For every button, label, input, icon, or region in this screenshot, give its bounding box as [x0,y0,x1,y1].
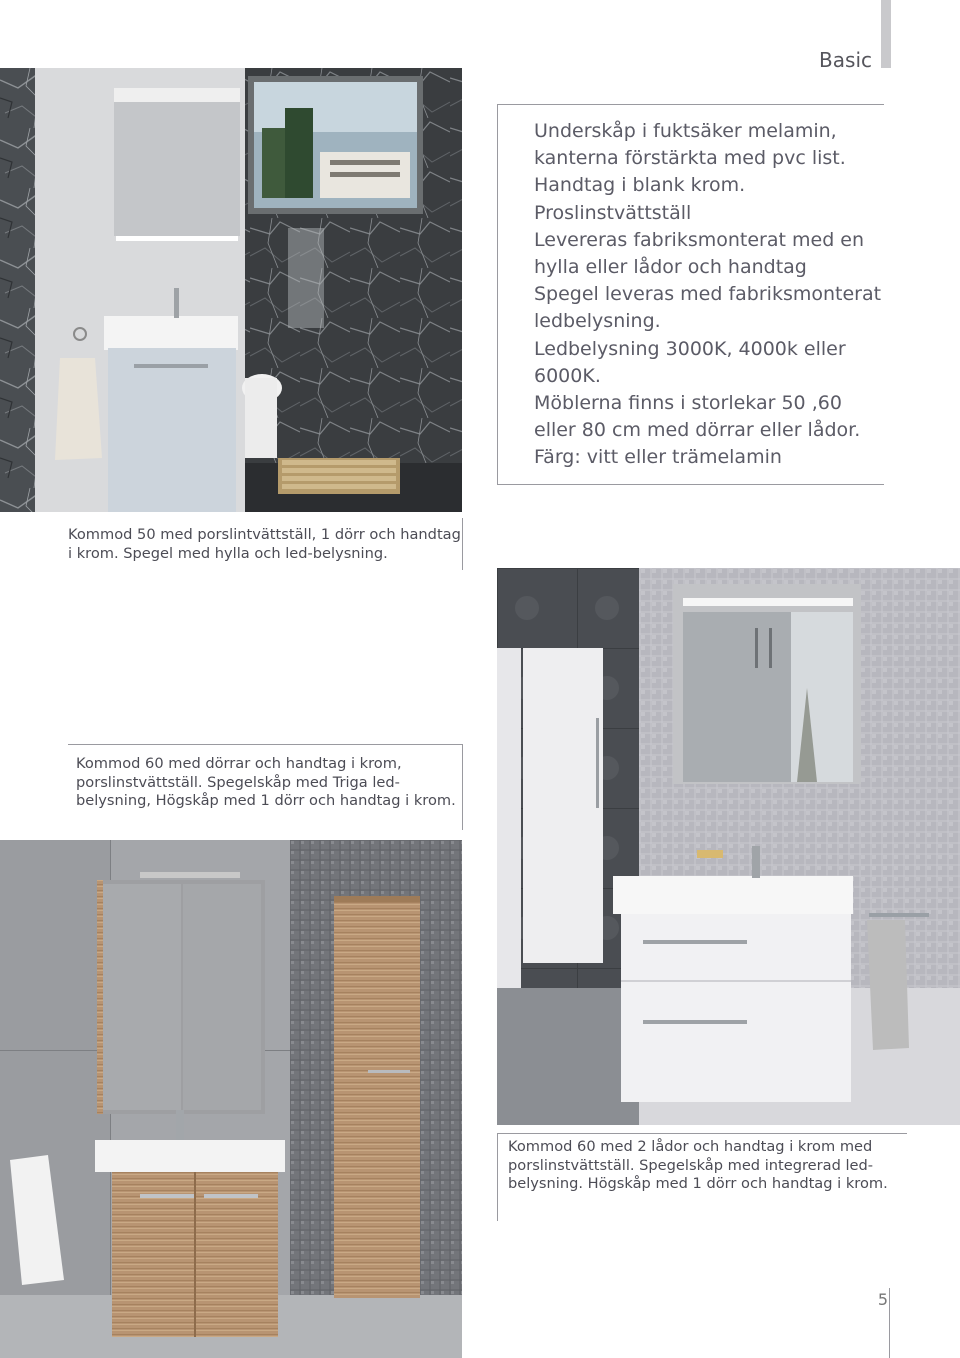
section-title: Basic [819,48,872,72]
header-accent-bar [881,0,891,68]
description-line: Levereras fabriksmonterat med en [534,228,865,251]
caption-kommod-60-dorrar: Kommod 60 med dörrar och handtag i krom, porslinstvättställ. Spegelskåp med Triga led-belysning, Högskåp med 1 dörr och handtag i krom. [76,755,456,810]
photo-bathroom-kommod-60-dorrar [0,840,462,1358]
caption-kommod-50: Kommod 50 med porslintvättställ, 1 dörr och handtag i krom. Spegel med hylla och led-belysning. [68,526,461,562]
description-line: Underskåp i fuktsäker melamin, [534,120,837,142]
description-bottom-rule [497,484,884,485]
photo-bathroom-kommod-50 [0,68,462,512]
description-line: ledbelysning. [534,310,661,333]
caption2-top-rule [68,744,462,745]
footer-rule [889,1288,890,1358]
description-line: Ledbelysning 3000K, 4000k eller [534,337,846,360]
page-number: 5 [877,1290,888,1309]
description-line: Proslinstvättställ [534,201,692,224]
description-line: hylla eller lådor och handtag [534,256,807,279]
description-line: 6000K. [534,364,601,387]
caption-kommod-60-lador: Kommod 60 med 2 lådor och handtag i krom med porslinstvättställ. Spegelskåp med integrerad led-belysning. Högskåp med 1 dörr och handtag i krom. [508,1138,888,1193]
description-line: eller 80 cm med dörrar eller lådor. [534,419,861,442]
description-line: Möblerna finns i storlekar 50 ,60 [534,392,842,415]
description-top-rule [497,104,884,105]
caption2-right-rule [462,744,463,830]
product-description [534,118,884,472]
caption3-left-rule [497,1133,498,1221]
description-line: kanterna förstärkta med pvc list. [534,147,846,170]
photo-bathroom-kommod-60-lador [497,568,960,1125]
description-left-rule [497,104,498,484]
description-line: Handtag i blank krom. [534,174,746,197]
description-line: Spegel leveras med fabriksmonterat [534,283,882,306]
caption3-top-rule [497,1133,907,1134]
description-line: Färg: vitt eller trämelamin [534,446,782,469]
